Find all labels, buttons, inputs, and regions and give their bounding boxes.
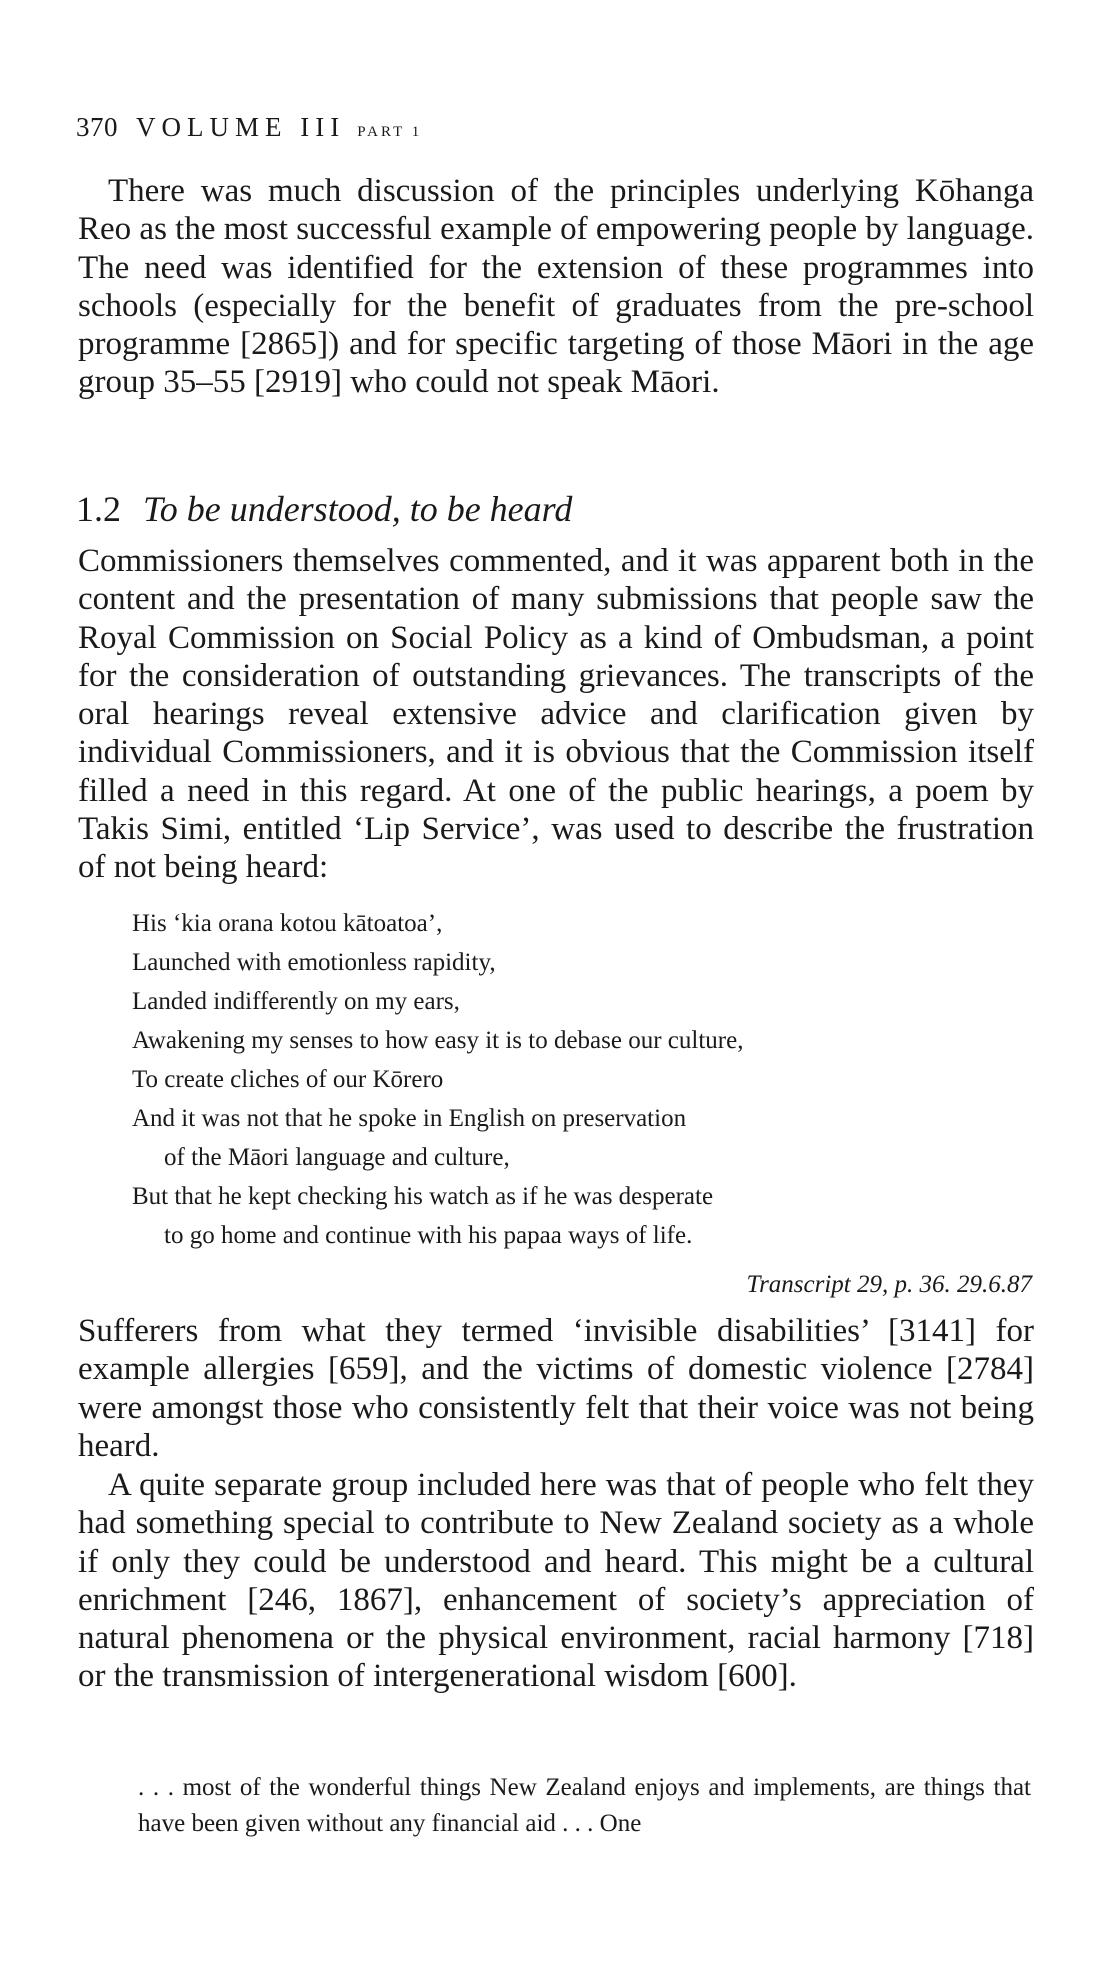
page-number: 370 xyxy=(76,112,118,142)
paragraph-separate-group: A quite separate group included here was that of people who felt they had something special to contribute to New Zealand society as a whole if only they could be understood and heard. This might be a cultural enrichment [246, 1867], enhancement of society’s appreciation of natural phenomena or the physical environment, racial harmony [718] or the transmission of intergenerational wisdom [600]. xyxy=(78,1467,1034,1695)
poem-line-continuation: to go home and continue with his papaa ways of life. xyxy=(164,1222,693,1249)
poem-line: But that he kept checking his watch as if he was desperate xyxy=(132,1183,714,1210)
paragraph-commissioners: Commissioners themselves commented, and it was apparent both in the content and the presentation of many submissions that people saw the Royal Commission on Social Policy as a kind of Ombudsman, a point for the consideration of outstanding grievances. The transcripts of the oral hearings reveal extensive advice and clarification given by individual Commissioners, and it is obvious that the Commission itself filled a need in this regard. At one of the public hearings, a poem by Takis Simi, entitled ‘Lip Service’, was used to describe the frustration of not being heard: xyxy=(78,543,1034,886)
paragraph-intro: There was much discussion of the principles underlying Kōhanga Reo as the most successful example of empowering people by language. The need was identified for the extension of these programmes into schools (especially for the benefit of graduates from the pre-school programme [2865]) and for specific targeting of those Māori in the age group 35–55 [2919] who could not speak Māori. xyxy=(78,173,1034,401)
poem-block xyxy=(132,904,1032,1255)
section-heading xyxy=(76,488,572,530)
running-head xyxy=(76,112,422,143)
volume-label: VOLUME III xyxy=(136,112,346,142)
poem-line: Launched with emotionless rapidity, xyxy=(132,949,496,976)
poem-line: Awakening my senses to how easy it is to debase our culture, xyxy=(132,1027,744,1054)
block-quote: . . . most of the wonderful things New Zealand enjoys and implements, are things that have been given without any financial aid . . . One xyxy=(138,1774,1031,1837)
poem-line: His ‘kia orana kotou kātoatoa’, xyxy=(132,910,443,937)
paragraph-sufferers: Sufferers from what they termed ‘invisible disabilities’ [3141] for example allergies [659], and the victims of domestic violence [2784] were amongst those who consistently felt that their voice was not being heard. xyxy=(78,1313,1034,1464)
poem-line-continuation: of the Māori language and culture, xyxy=(164,1144,510,1171)
poem-citation: Transcript 29, p. 36. 29.6.87 xyxy=(746,1271,1032,1298)
section-title: To be understood, to be heard xyxy=(143,489,573,529)
poem-line: Landed indifferently on my ears, xyxy=(132,988,460,1015)
poem-line: To create cliches of our Kōrero xyxy=(132,1066,444,1093)
poem-line: And it was not that he spoke in English on preservation xyxy=(132,1105,687,1132)
section-number: 1.2 xyxy=(76,489,121,529)
part-label: PART 1 xyxy=(357,124,423,140)
